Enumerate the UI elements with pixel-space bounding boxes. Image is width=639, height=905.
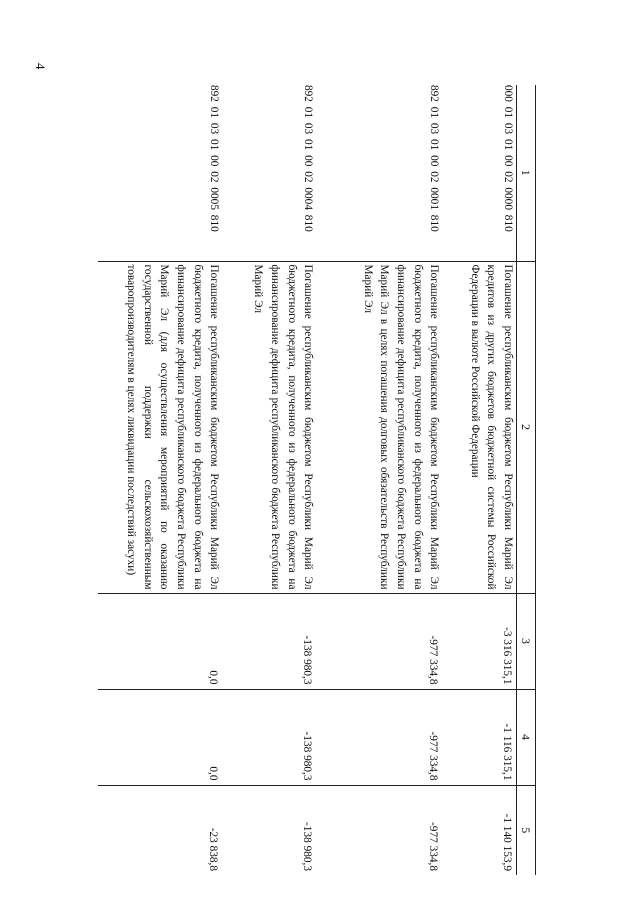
value-col4: -1 116 315,1: [443, 689, 517, 785]
value-col3: 0,0: [99, 593, 223, 689]
column-header-4: 4: [517, 689, 536, 785]
value-col5: -138 980,3: [223, 785, 317, 875]
table-header-row: [517, 85, 536, 875]
value-col3: -3 316 315,1: [443, 593, 517, 689]
table-row: [99, 85, 223, 875]
value-col3: -138 980,3: [223, 593, 317, 689]
budget-table-rotated: [126, 85, 536, 875]
table-row: [317, 85, 443, 875]
item-description: Погашение республиканским бюджетом Республики Марий Эл кредитов из других бюджетов бюджетной системы Российской Федерации в валюте Российской Федерации: [443, 261, 517, 593]
column-header-3: 3: [517, 593, 536, 689]
value-col4: -977 334,8: [317, 689, 443, 785]
value-col4: -138 980,3: [223, 689, 317, 785]
column-header-1: 1: [517, 85, 536, 261]
budget-table: [99, 85, 537, 875]
item-description: Погашение республиканским бюджетом Республики Марий Эл бюджетного кредита, полученного из федерального бюджета на финансирование дефицита республиканского бюджета Республики Марий Эл (для осуществления мероприятий по оказанию государственной поддержки сельскохозяйственным товаропроизводителям в целях ликвидации последствий засухи): [99, 261, 223, 593]
budget-code: 892 01 03 01 00 02 0001 810: [428, 85, 441, 232]
value-col3: -977 334,8: [317, 593, 443, 689]
item-description: Погашение республиканским бюджетом Республики Марий Эл бюджетного кредита, полученного из федерального бюджета на финансирование дефицита республиканского бюджета Республики Марий Эл: [223, 261, 317, 593]
table-row: [443, 85, 517, 875]
value-col5: -977 334,8: [317, 785, 443, 875]
value-col5: -1 140 153,9: [443, 785, 517, 875]
page-number: 4: [33, 63, 48, 70]
budget-code: 000 01 03 01 00 02 0000 810: [502, 85, 514, 232]
table-row: [223, 85, 317, 875]
column-header-5: 5: [517, 785, 536, 875]
column-header-2: 2: [517, 261, 536, 593]
value-col5: -23 838,8: [99, 785, 223, 875]
budget-code: 892 01 03 01 00 02 0005 810: [208, 85, 221, 232]
item-description: Погашение республиканским бюджетом Республики Марий Эл бюджетного кредита, полученного из федерального бюджета на финансирование дефицита республиканского бюджета Республики Марий Эл в целях погашения долговых обязательств Республики Марий Эл: [317, 261, 443, 593]
budget-code: 892 01 03 01 00 02 0004 810: [302, 85, 315, 232]
value-col4: 0,0: [99, 689, 223, 785]
